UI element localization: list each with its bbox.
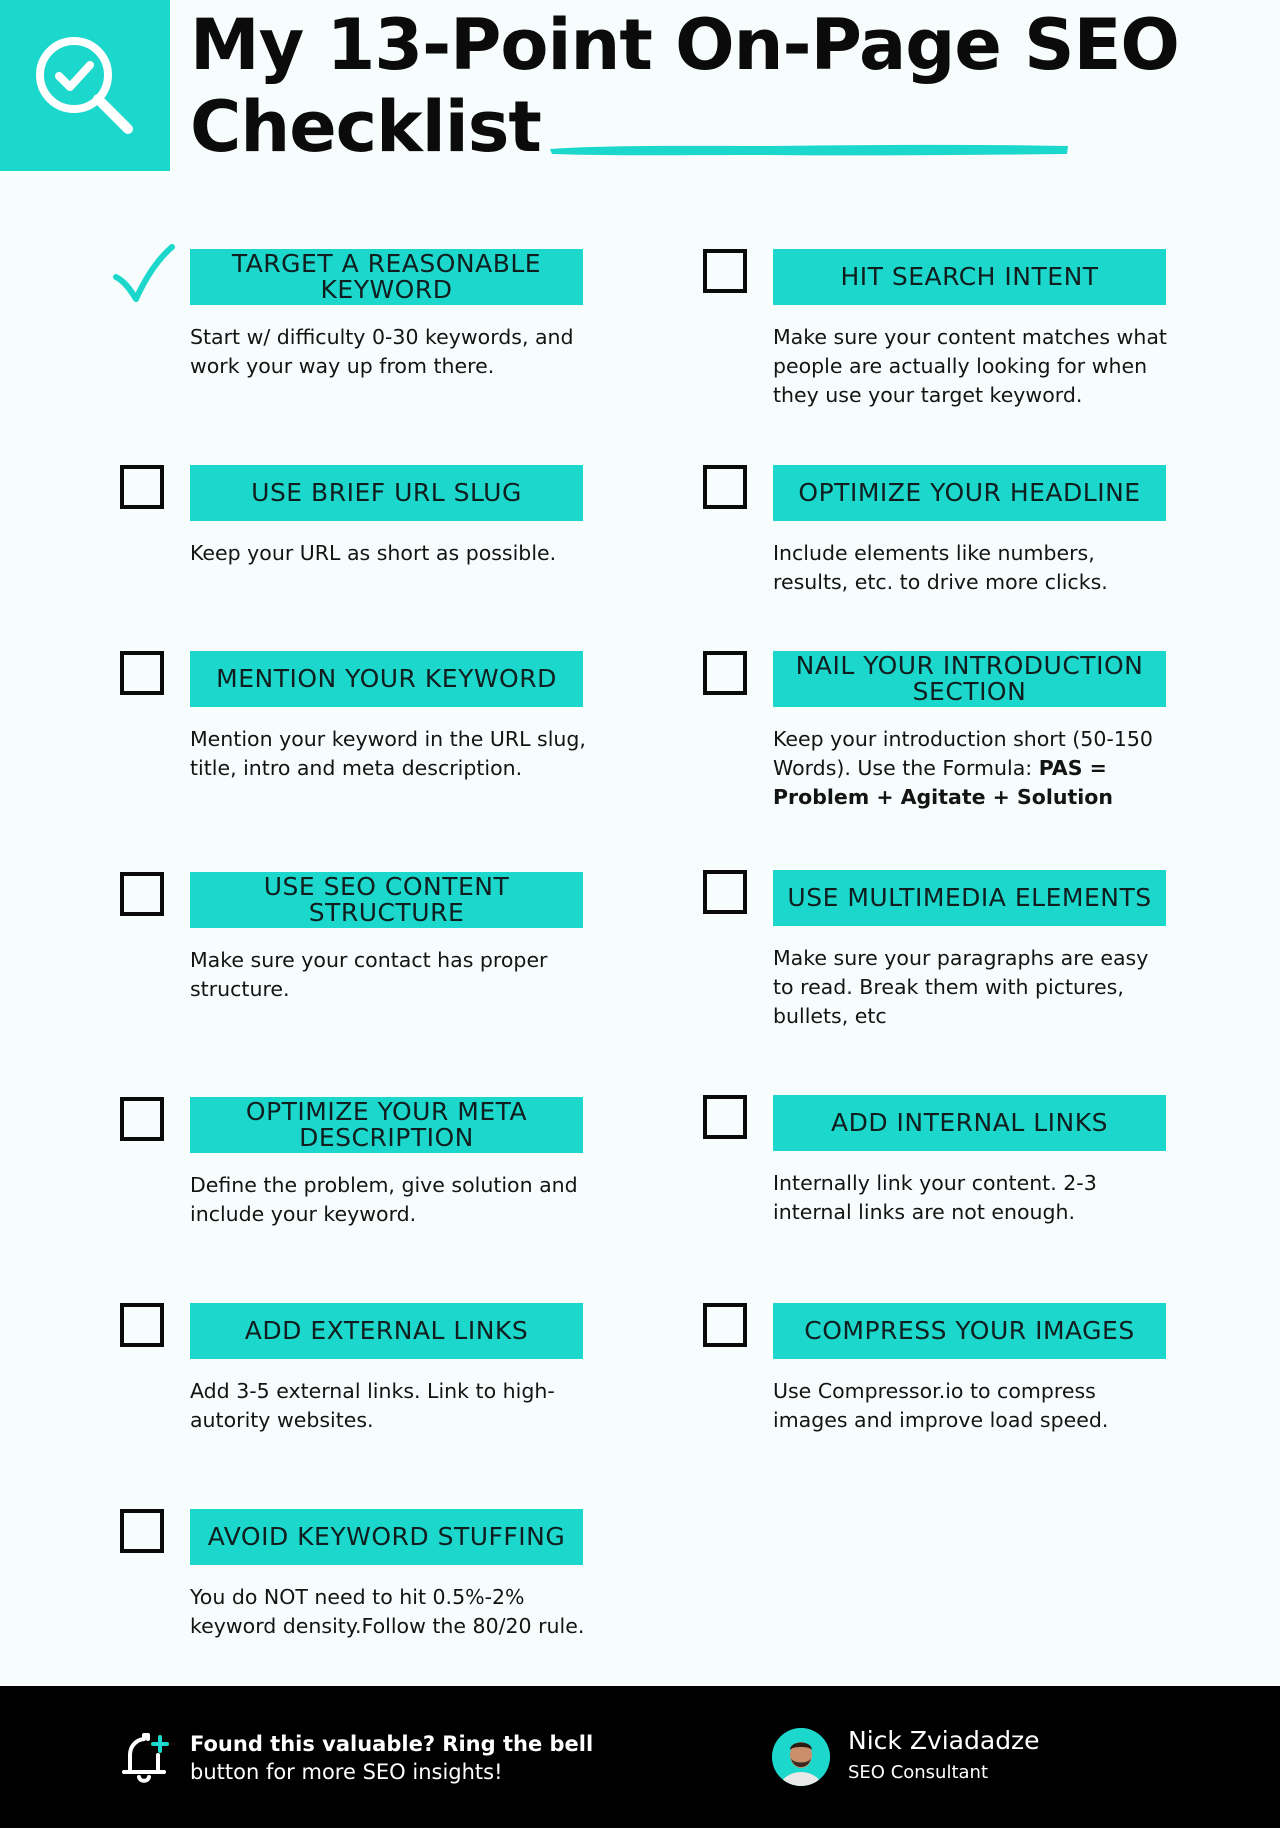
brush-underline [548,140,1070,160]
item-description: Include elements like numbers, results, etc. to drive more clicks. [773,541,1108,594]
checkbox[interactable] [120,1509,164,1553]
checkbox[interactable] [120,1303,164,1347]
checkbox[interactable] [703,1095,747,1139]
item-description: Define the problem, give solution and include your keyword. [190,1173,578,1226]
item-label: ADD EXTERNAL LINKS [190,1303,583,1359]
author-role: SEO Consultant [848,1762,989,1783]
checkbox[interactable] [120,651,164,695]
checkbox[interactable] [703,465,747,509]
checkbox[interactable] [120,465,164,509]
checkbox[interactable] [703,651,747,695]
item-label: ADD INTERNAL LINKS [773,1095,1166,1151]
footer-cta [190,1730,593,1786]
avatar [772,1728,830,1786]
author-name: Nick Zviadadze [848,1726,1040,1755]
item-description: Start w/ difficulty 0-30 keywords, and work your way up from there. [190,325,574,378]
logo-box [0,0,170,171]
checkbox[interactable] [120,1097,164,1141]
checkbox[interactable] [703,1303,747,1347]
checkbox[interactable] [703,249,747,293]
item-description: You do NOT need to hit 0.5%-2% keyword density.Follow the 80/20 rule. [190,1585,585,1638]
item-description: Add 3-5 external links. Link to high-autority websites. [190,1379,555,1432]
search-check-icon [30,31,140,141]
avatar-portrait [772,1728,830,1786]
item-label: USE BRIEF URL SLUG [190,465,583,521]
item-label: COMPRESS YOUR IMAGES [773,1303,1166,1359]
item-description: Make sure your paragraphs are easy to read. Break them with pictures, bullets, etc [773,946,1149,1028]
item-description: Internally link your content. 2-3 internal links are not enough. [773,1171,1097,1224]
footer-cta-bold: Found this valuable? Ring the bell [190,1732,594,1756]
item-description: Make sure your content matches what people are actually looking for when they use your target keyword. [773,325,1167,407]
item-label: OPTIMIZE YOUR HEADLINE [773,465,1166,521]
item-label: MENTION YOUR KEYWORD [190,651,583,707]
footer [0,1686,1280,1828]
bell-plus-icon[interactable] [120,1731,172,1785]
desc-formula: PAS = Problem + Agitate + Solution [773,756,1113,809]
item-label: USE SEO CONTENT STRUCTURE [190,872,583,928]
desc-text: Keep your introduction short (50-150 Words). Use the Formula: [773,727,1153,780]
item-label: HIT SEARCH INTENT [773,249,1166,305]
item-label: USE MULTIMEDIA ELEMENTS [773,870,1166,926]
item-description: Use Compressor.io to compress images and improve load speed. [773,1379,1109,1432]
checkmark-icon [112,243,176,309]
item-description: Mention your keyword in the URL slug, title, intro and meta description. [190,727,586,780]
footer-cta-rest: button for more SEO insights! [190,1760,503,1784]
item-label: TARGET A REASONABLE KEYWORD [190,249,583,305]
checkbox[interactable] [120,872,164,916]
item-label: NAIL YOUR INTRODUCTION SECTION [773,651,1166,707]
checkbox[interactable] [703,870,747,914]
item-description: Keep your URL as short as possible. [190,541,557,565]
page-title: My 13-Point On-Page SEO Checklist [190,4,1179,168]
item-description: Make sure your contact has proper structure. [190,948,548,1001]
item-label: AVOID KEYWORD STUFFING [190,1509,583,1565]
item-label: OPTIMIZE YOUR META DESCRIPTION [190,1097,583,1153]
item-description [773,725,1173,812]
